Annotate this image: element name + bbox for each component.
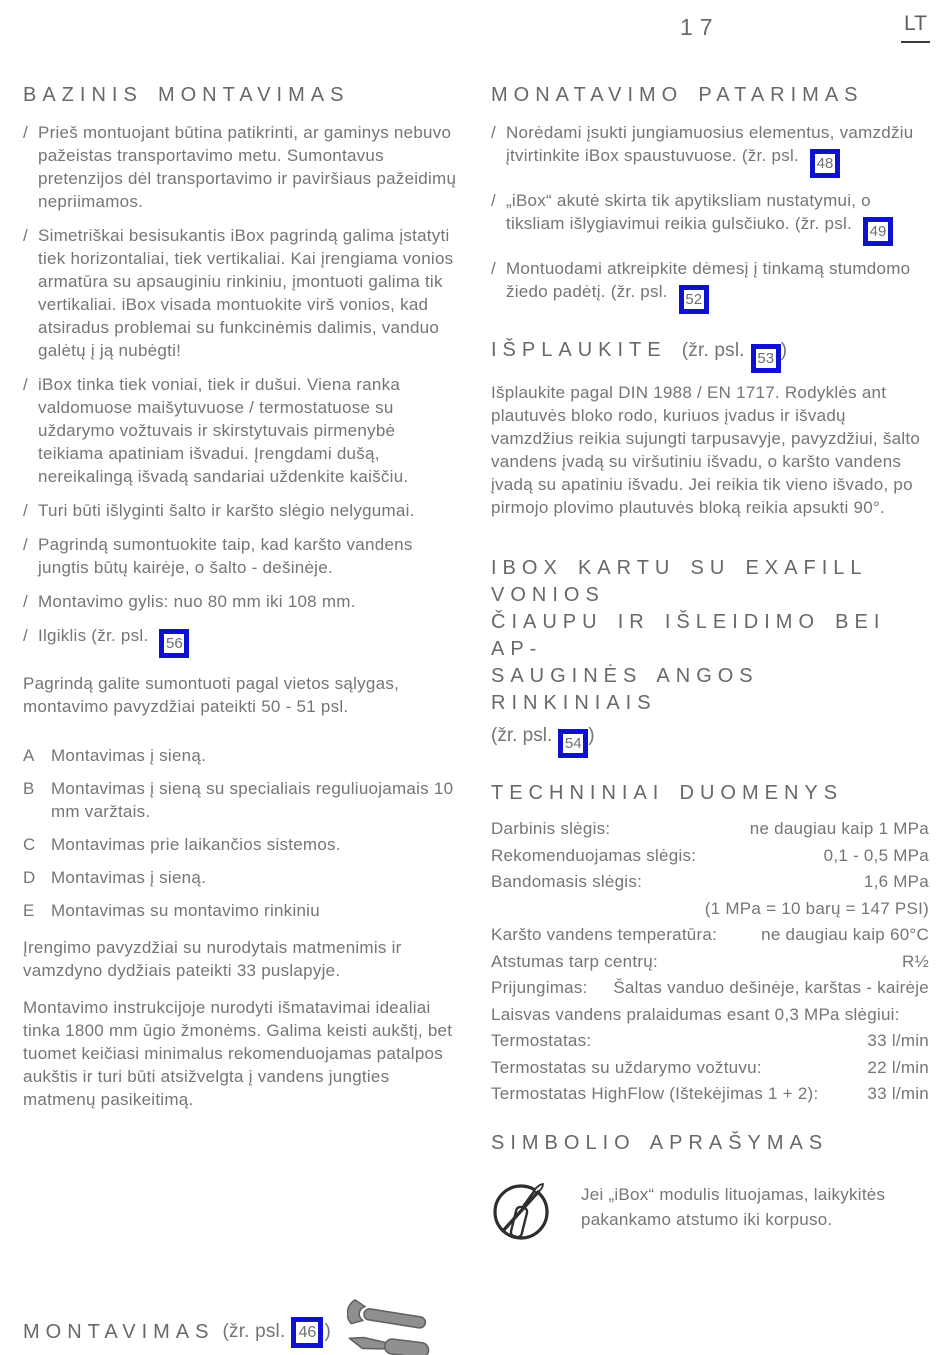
tech-label: Laisvas vandens pralaidumas esant 0,3 MPa slėgiui: <box>491 1004 900 1024</box>
section-heading-basic-installation: BAZINIS MONTAVIMAS <box>23 84 350 106</box>
bullet-marker: / <box>23 535 28 554</box>
section-heading-technical-data: TECHNINIAI DUOMENYS <box>491 782 844 804</box>
bullet-marker: / <box>23 375 28 394</box>
exafill-ref-prefix: (žr. psl. <box>491 725 553 746</box>
left-column <box>23 82 461 1253</box>
table-row <box>491 1028 929 1055</box>
bullet-marker: / <box>23 501 28 520</box>
variant-item-a <box>23 744 461 767</box>
list-item <box>23 224 461 362</box>
page-link-54[interactable]: 54 <box>558 729 588 758</box>
tech-label: Atstumas tarp centrų: <box>491 951 658 971</box>
tech-value: 22 l/min <box>867 1057 929 1077</box>
page-number: 17 <box>680 14 720 40</box>
section-heading-installation-tips: MONATAVIMO PATARIMAS <box>491 84 864 106</box>
tech-label: Rekomenduojamas slėgis: <box>491 845 697 865</box>
table-row <box>491 949 929 976</box>
table-row <box>491 816 929 843</box>
variant-text: Montavimas su montavimo rinkiniu <box>51 901 320 920</box>
bullet-text: iBox tinka tiek voniai, tiek ir dušui. Viena ranka valdomuose maišytuvuose / termostatuose su uždarymo vožtuvais ir skirstytuvais pirmenybė teikiama apatiniam išvadui. Įrengdami dušą, nereikalingą išvadą sandariai uždenkite kaiščiu. <box>38 375 409 486</box>
paragraph-flush: Išplaukite pagal DIN 1988 / EN 1717. Rodyklės ant plautuvės bloko rodo, kuriuos įvadus ir išvadų vamzdžius reikia sujungti tarpusavyje, pavyzdžiui, šalto vandens įvadą su viršutiniu išvadu, o karšto vandens įvadą su apatiniu išvadu. Jei reikia tik vieno išvado, po pirmojo plovimo plautuvės bloką reikia apsukti 90°. <box>491 383 921 517</box>
no-soldering-icon <box>491 1174 553 1253</box>
page-link-52[interactable]: 52 <box>679 285 709 314</box>
variant-label: D <box>23 868 36 887</box>
tech-label: Karšto vandens temperatūra: <box>491 925 718 944</box>
tech-value: 33 l/min <box>867 1084 929 1103</box>
bullet-text: Simetriškai besisukantis iBox pagrindą galima įstatyti tiek horizontaliai, tiek vertikaliai. Kai įrengiama vonios armatūra su apsauginiu rinkiniu, įmontuoti galima tik vertikaliai. iBox visada montuokite virš vonios, kad atsiradus problemai su funkcinėmis dalimis, vanduo galėtų į ją nubėgti! <box>38 226 454 360</box>
variant-item-c <box>23 833 461 856</box>
two-column-layout <box>23 82 930 1253</box>
tech-label: Bandomasis slėgis: <box>491 872 643 891</box>
exafill-line-3: SAUGINĖS ANGOS RINKINIAIS <box>491 665 759 714</box>
bullet-text: Turi būti išlyginti šalto ir karšto slėgio nelygumai. <box>38 501 415 520</box>
exafill-line-2: ČIAUPU IR IŠLEIDIMO BEI AP- <box>491 611 886 660</box>
tech-value: (1 MPa = 10 barų = 147 PSI) <box>704 898 929 918</box>
list-item <box>491 189 929 246</box>
bullet-text: Prieš montuojant būtina patikrinti, ar gaminys nebuvo pažeistas transportavimo metu. Sumontavus pretenzijos dėl transportavimo ir paviršiaus pažeidimų nepriimamos. <box>38 123 457 211</box>
variant-text: Montavimas prie laikančios sistemos. <box>51 835 341 854</box>
language-tab[interactable]: LT <box>901 12 930 43</box>
table-row <box>491 1055 929 1082</box>
section-heading-flush <box>491 337 929 373</box>
list-item <box>23 499 461 522</box>
paragraph-height: Montavimo instrukcijoje nurodyti išmatavimai idealiai tinka 1800 mm ūgio žmonėms. Galima keisti aukštį, bet tuomet keičiasi minimalus rekomenduojamas patalpos aukštis ir turi būti atsižvelgta į vandens jungties matmenų pasikeitimą. <box>23 998 453 1109</box>
variant-label: B <box>23 779 35 798</box>
variant-label: C <box>23 835 36 854</box>
variant-text: Montavimas į sieną su specialiais reguliuojamais 10 mm varžtais. <box>51 779 454 821</box>
tech-value: 1,6 MPa <box>863 872 929 891</box>
tech-value: 33 l/min <box>867 1031 929 1050</box>
technical-data-table <box>491 816 929 1108</box>
variant-label: E <box>23 901 35 920</box>
bullet-text: Ilgiklis (žr. psl. <box>38 626 149 645</box>
footer-ref-prefix: (žr. psl. <box>222 1321 286 1342</box>
variant-text: Montavimas į sieną. <box>51 746 207 765</box>
page-link-48[interactable]: 48 <box>810 149 840 178</box>
bullet-marker: / <box>491 123 496 142</box>
tech-value: R½ <box>902 951 929 971</box>
variant-item-d <box>23 866 461 889</box>
tech-label <box>491 896 501 923</box>
symbol-row <box>491 1174 929 1253</box>
flush-ref-suffix: ) <box>780 340 788 361</box>
tech-value: 0,1 - 0,5 MPa <box>823 845 929 865</box>
flush-heading-text: IŠPLAUKITE <box>491 339 667 361</box>
list-item <box>23 624 461 658</box>
paragraph-location: Pagrindą galite sumontuoti pagal vietos sąlygas, montavimo pavyzdžiai pateikti 50 - 51 psl. <box>23 674 400 716</box>
bullet-marker: / <box>491 191 496 210</box>
paragraph-examples: Įrengimo pavyzdžiai su nurodytais matmenimis ir vamzdyno dydžiais pateikti 33 puslapyje. <box>23 938 402 980</box>
page-link-46[interactable]: 46 <box>291 1317 323 1348</box>
tech-value: ne daugiau kaip 1 MPa <box>749 819 929 838</box>
list-item <box>491 121 929 178</box>
bullet-marker: / <box>23 123 28 142</box>
right-column <box>491 82 929 1253</box>
bullet-marker: / <box>491 259 496 278</box>
section-heading-symbol-description: SIMBOLIO APRAŠYMAS <box>491 1131 829 1154</box>
tech-label: Termostatas su uždarymo vožtuvu: <box>491 1057 762 1077</box>
bullet-text: „iBox“ akutė skirta tik apytiksliam nustatymui, o tiksliam išlygiavimui reikia gulsčiuko. (žr. psl. <box>506 191 871 233</box>
footer-installation-link <box>23 1298 431 1355</box>
table-row <box>491 896 929 923</box>
symbol-text: Jei „iBox“ modulis lituojamas, laikykitės pakankamo atstumo iki korpuso. <box>581 1184 886 1229</box>
bullet-marker: / <box>23 226 28 245</box>
page-link-49[interactable]: 49 <box>863 217 893 246</box>
list-item <box>23 121 461 213</box>
table-row <box>491 843 929 870</box>
tech-value <box>910 1002 929 1029</box>
table-row <box>491 869 929 896</box>
page-link-53[interactable]: 53 <box>751 344 781 373</box>
bullet-text: Pagrindą sumontuokite taip, kad karšto vandens jungtis būtų kairėje, o šalto - dešinėje. <box>38 535 413 577</box>
variant-text: Montavimas į sieną. <box>51 868 207 887</box>
exafill-ref-line <box>491 723 929 758</box>
wrench-screwdriver-icon <box>331 1298 431 1355</box>
list-item <box>23 373 461 488</box>
exafill-line-1: IBOX KARTU SU EXAFILL VONIOS <box>491 557 867 606</box>
bullet-text: Montavimo gylis: nuo 80 mm iki 108 mm. <box>38 592 356 611</box>
variant-item-e <box>23 899 461 922</box>
footer-ref-suffix: ) <box>324 1321 331 1342</box>
list-item <box>491 257 929 314</box>
tech-label: Prijungimas: <box>491 978 588 997</box>
tech-label: Termostatas HighFlow (Ištekėjimas 1 + 2): <box>491 1084 819 1103</box>
variant-label: A <box>23 746 35 765</box>
variant-item-b <box>23 777 461 823</box>
footer-heading: MONTAVIMAS <box>23 1320 215 1343</box>
table-row <box>491 922 929 949</box>
section-heading-exafill <box>491 555 929 717</box>
bullet-text: Montuodami atkreipkite dėmesį į tinkamą stumdomo žiedo padėtį. (žr. psl. <box>506 259 911 301</box>
page-link-56[interactable]: 56 <box>159 629 189 658</box>
flush-ref-prefix: (žr. psl. <box>681 340 745 361</box>
list-item <box>23 533 461 579</box>
bullet-marker: / <box>23 626 28 645</box>
exafill-ref-suffix: ) <box>588 725 595 746</box>
table-row <box>491 1081 929 1108</box>
table-row <box>491 1002 929 1029</box>
tech-label: Darbinis slėgis: <box>491 819 611 838</box>
table-row <box>491 975 929 1002</box>
bullet-text: Norėdami įsukti jungiamuosius elementus, vamzdžiu įtvirtinkite iBox spaustuvuose. (žr. psl. <box>506 123 914 165</box>
list-item <box>23 590 461 613</box>
tech-value: ne daugiau kaip 60°C <box>761 925 929 944</box>
bullet-marker: / <box>23 592 28 611</box>
tech-label: Termostatas: <box>491 1031 592 1050</box>
tech-value: Šaltas vanduo dešinėje, karštas - kairėje <box>613 978 929 997</box>
